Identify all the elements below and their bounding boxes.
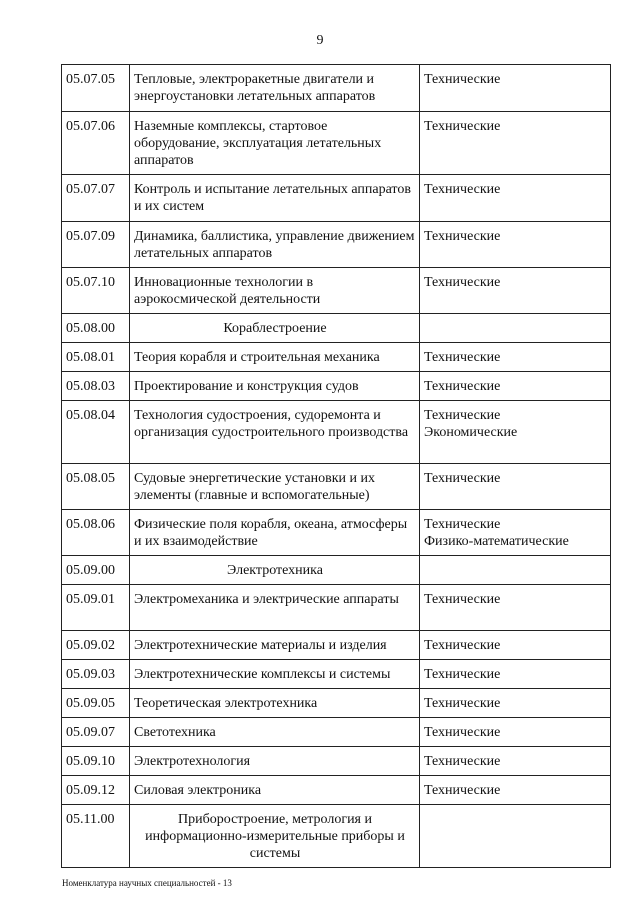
- specialty-code: 05.09.01: [62, 585, 130, 631]
- table-row: [62, 65, 611, 112]
- specialty-code: 05.09.12: [62, 776, 130, 805]
- science-branches: [420, 314, 611, 343]
- specialty-name: Теория корабля и строительная механика: [130, 343, 420, 372]
- specialty-code: 05.09.05: [62, 689, 130, 718]
- table-row: [62, 631, 611, 660]
- specialty-name: Динамика, баллистика, управление движением летательных аппаратов: [130, 222, 420, 268]
- science-branches: [420, 343, 611, 372]
- specialty-name: Наземные комплексы, стартовое оборудование, эксплуатация летательных аппаратов: [130, 112, 420, 175]
- science-branch: Технические: [424, 667, 501, 682]
- science-branches: [420, 372, 611, 401]
- specialty-code: 05.09.02: [62, 631, 130, 660]
- science-branches: [420, 268, 611, 314]
- specialty-code: 05.08.05: [62, 464, 130, 510]
- specialty-name: Контроль и испытание летательных аппаратов и их систем: [130, 175, 420, 222]
- specialty-name: Судовые энергетические установки и их элементы (главные и вспомогательные): [130, 464, 420, 510]
- specialty-name: Технология судостроения, судоремонта и организация судостроительного производства: [130, 401, 420, 464]
- footer-note: Номенклатура научных специальностей - 13: [62, 878, 232, 888]
- specialty-code: 05.09.10: [62, 747, 130, 776]
- table-row-section: [62, 556, 611, 585]
- table-row: [62, 268, 611, 314]
- science-branches: [420, 718, 611, 747]
- specialty-code: 05.08.03: [62, 372, 130, 401]
- specialty-code: 05.09.00: [62, 556, 130, 585]
- specialty-code: 05.07.05: [62, 65, 130, 112]
- specialty-name: Силовая электроника: [130, 776, 420, 805]
- science-branch: Экономические: [424, 425, 518, 440]
- science-branch: Технические: [424, 72, 501, 87]
- science-branches: [420, 776, 611, 805]
- specialty-code: 05.08.06: [62, 510, 130, 556]
- science-branches: [420, 222, 611, 268]
- table-row: [62, 343, 611, 372]
- table-row: [62, 585, 611, 631]
- specialty-code: 05.11.00: [62, 805, 130, 868]
- table-row: [62, 175, 611, 222]
- science-branch: Технические: [424, 119, 501, 134]
- science-branch: Технические: [424, 350, 501, 365]
- science-branch: Технические: [424, 754, 501, 769]
- specialty-code: 05.08.04: [62, 401, 130, 464]
- science-branch: Технические: [424, 408, 501, 423]
- table-row-section: [62, 805, 611, 868]
- section-heading: Электротехника: [130, 556, 420, 585]
- science-branch: Технические: [424, 229, 501, 244]
- science-branches: [420, 112, 611, 175]
- science-branch: Технические: [424, 275, 501, 290]
- section-heading: Кораблестроение: [130, 314, 420, 343]
- specialty-name: Инновационные технологии в аэрокосмической деятельности: [130, 268, 420, 314]
- specialty-name: Электротехнические комплексы и системы: [130, 660, 420, 689]
- science-branches: [420, 65, 611, 112]
- science-branches: [420, 401, 611, 464]
- science-branches: [420, 660, 611, 689]
- table-row: [62, 112, 611, 175]
- science-branch: Технические: [424, 725, 501, 740]
- science-branches: [420, 747, 611, 776]
- specialty-name: Электротехнология: [130, 747, 420, 776]
- table-row: [62, 689, 611, 718]
- specialty-code: 05.07.07: [62, 175, 130, 222]
- specialty-name: Теоретическая электротехника: [130, 689, 420, 718]
- specialty-name: Электромеханика и электрические аппараты: [130, 585, 420, 631]
- table-row: [62, 747, 611, 776]
- specialty-name: Светотехника: [130, 718, 420, 747]
- science-branch: Технические: [424, 182, 501, 197]
- science-branch: Технические: [424, 638, 501, 653]
- science-branches: [420, 175, 611, 222]
- table-row: [62, 222, 611, 268]
- section-heading: Приборостроение, метрология и информационно-измерительные приборы и системы: [130, 805, 420, 868]
- specialties-table: [61, 64, 611, 868]
- table-row: [62, 372, 611, 401]
- science-branch: Технические: [424, 592, 501, 607]
- specialty-name: Электротехнические материалы и изделия: [130, 631, 420, 660]
- science-branch: Физико-математические: [424, 534, 569, 549]
- table-row: [62, 464, 611, 510]
- page-number: 9: [316, 33, 324, 48]
- specialty-name: Тепловые, электроракетные двигатели и энергоустановки летательных аппаратов: [130, 65, 420, 112]
- table-row: [62, 660, 611, 689]
- science-branches: [420, 689, 611, 718]
- specialty-code: 05.08.01: [62, 343, 130, 372]
- specialty-code: 05.09.07: [62, 718, 130, 747]
- specialty-name: Физические поля корабля, океана, атмосферы и их взаимодействие: [130, 510, 420, 556]
- specialty-name: Проектирование и конструкция судов: [130, 372, 420, 401]
- specialty-code: 05.08.00: [62, 314, 130, 343]
- science-branch: Технические: [424, 783, 501, 798]
- science-branches: [420, 556, 611, 585]
- science-branches: [420, 464, 611, 510]
- specialty-code: 05.09.03: [62, 660, 130, 689]
- table-row: [62, 510, 611, 556]
- science-branches: [420, 510, 611, 556]
- science-branch: Технические: [424, 471, 501, 486]
- specialty-code: 05.07.10: [62, 268, 130, 314]
- specialty-code: 05.07.09: [62, 222, 130, 268]
- science-branch: Технические: [424, 696, 501, 711]
- specialty-code: 05.07.06: [62, 112, 130, 175]
- science-branches: [420, 631, 611, 660]
- science-branch: Технические: [424, 379, 501, 394]
- table-row: [62, 718, 611, 747]
- science-branches: [420, 805, 611, 868]
- science-branches: [420, 585, 611, 631]
- science-branch: Технические: [424, 517, 501, 532]
- table-row: [62, 776, 611, 805]
- table-row-section: [62, 314, 611, 343]
- table-row: [62, 401, 611, 464]
